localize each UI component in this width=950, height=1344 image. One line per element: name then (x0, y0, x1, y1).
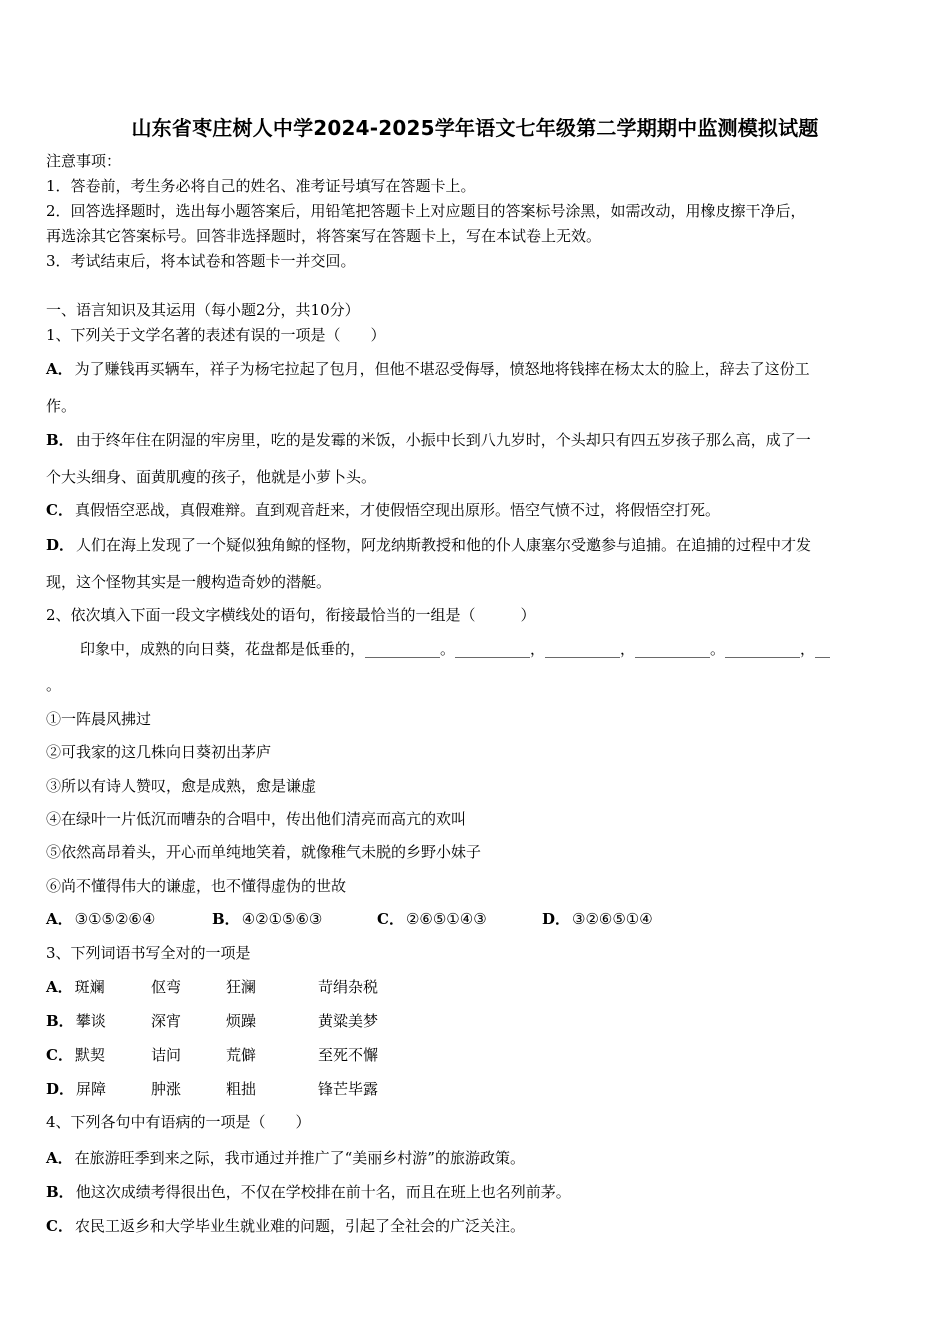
option-text: 在旅游旺季到来之际，我市通过并推广了“美丽乡村游”的旅游政策。 (74, 1149, 525, 1167)
section-heading: 一、语言知识及其运用（每小题2分，共10分） (46, 301, 360, 319)
option-label: C． (377, 910, 404, 928)
option-label: C． (46, 501, 73, 519)
q2-option-d (542, 910, 653, 928)
question-4-stem: 4、下列各句中有语病的一项是（ ） (46, 1113, 311, 1131)
word: 屏障 (76, 1080, 107, 1098)
word: 默契 (74, 1046, 105, 1064)
word: 狂澜 (226, 978, 257, 996)
q2-sentence: ①一阵晨风拂过 (46, 710, 152, 728)
option-label: D． (46, 1080, 75, 1098)
word: 深宵 (151, 1012, 182, 1030)
word: 诘问 (151, 1046, 182, 1064)
option-text: 农民工返乡和大学毕业生就业难的问题，引起了全社会的广泛关注。 (74, 1217, 525, 1235)
q2-sentence: ④在绿叶一片低沉而嘈杂的合唱中，传出他们清亮而高亢的欢叫 (46, 810, 467, 828)
q2-sentence: ⑥尚不懂得伟大的谦虚，也不懂得虚伪的世故 (46, 877, 347, 895)
q1-option-a (46, 360, 810, 378)
option-text: ③①⑤②⑥④ (74, 910, 156, 928)
q1-option-b-cont: 个大头细身、面黄肌瘦的孩子，他就是小萝卜头。 (46, 468, 377, 486)
q1-option-d-cont: 现，这个怪物其实是一艘构造奇妙的潜艇。 (46, 573, 332, 591)
word: 烦躁 (226, 1012, 257, 1030)
q3-option-a-label (46, 978, 105, 996)
q2-sentence: ⑤依然高昂着头，开心而单纯地笑着，就像稚气未脱的乡野小妹子 (46, 843, 482, 861)
option-text: ④②①⑤⑥③ (241, 910, 323, 928)
option-label: C． (46, 1046, 73, 1064)
notice-item: 1．答卷前，考生务必将自己的姓名、准考证号填写在答题卡上。 (46, 177, 476, 195)
q1-option-b (46, 431, 811, 449)
option-label: A． (46, 978, 73, 996)
notice-item: 再选涂其它答案标号。回答非选择题时，将答案写在答题卡上，写在本试卷上无效。 (46, 227, 602, 245)
q2-passage-end: 。 (46, 676, 62, 694)
word: 粗拙 (226, 1080, 257, 1098)
option-text: 为了赚钱再买辆车，祥子为杨宅拉起了包月，但他不堪忍受侮辱，愤怒地将钱摔在杨太太的脸上，辞去了这份工 (74, 360, 810, 378)
notice-heading: 注意事项： (46, 152, 122, 170)
option-text: ③②⑥⑤①④ (572, 910, 653, 928)
q4-option-b (46, 1183, 571, 1201)
option-label: A． (46, 910, 73, 928)
q2-option-c (377, 910, 487, 928)
option-text: 真假悟空恶战，真假难辩。直到观音赶来，才使假悟空现出原形。悟空气愤不过，将假悟空打死。 (74, 501, 720, 519)
q4-option-a (46, 1149, 525, 1167)
option-label: B． (46, 1183, 74, 1201)
word: 锋芒毕露 (318, 1080, 379, 1098)
question-3-stem: 3、下列词语书写全对的一项是 (46, 944, 251, 962)
word: 斑斓 (74, 978, 105, 996)
word: 伛弯 (151, 978, 182, 996)
option-label: B． (46, 431, 74, 449)
q2-option-b (212, 910, 322, 928)
q2-sentence: ③所以有诗人赞叹，愈是成熟，愈是谦虚 (46, 777, 317, 795)
q2-sentence: ②可我家的这几株向日葵初出茅庐 (46, 743, 272, 761)
option-label: B． (46, 1012, 74, 1030)
word: 荒僻 (226, 1046, 257, 1064)
question-2-stem: 2、依次填入下面一段文字横线处的语句，衔接最恰当的一组是（ ） (46, 606, 536, 624)
option-label: D． (46, 536, 75, 554)
q1-option-c (46, 501, 720, 519)
q1-option-d (46, 536, 811, 554)
q1-option-a-cont: 作。 (46, 397, 77, 415)
q4-option-c (46, 1217, 525, 1235)
q3-option-b-label (46, 1012, 106, 1030)
option-label: C． (46, 1217, 73, 1235)
option-label: A． (46, 360, 73, 378)
page-title: 山东省枣庄树人中学2024-2025学年语文七年级第二学期期中监测模拟试题 (131, 116, 819, 140)
option-text: 由于终年住在阴湿的牢房里，吃的是发霉的米饭，小振中长到八九岁时，个头却只有四五岁孩子那么高，成了一 (75, 431, 811, 449)
q2-option-a (46, 910, 155, 928)
word: 苛绢杂税 (318, 978, 379, 996)
notice-item: 2．回答选择题时，选出每小题答案后，用铅笔把答题卡上对应题目的答案标号涂黑，如需改动，用橡皮擦干净后， (46, 202, 806, 220)
q2-passage: 印象中，成熟的向日葵，花盘都是低垂的，__________。__________，__________，__________。__________，__ (80, 640, 831, 658)
option-label: A． (46, 1149, 73, 1167)
option-label: B． (212, 910, 240, 928)
option-text: ②⑥⑤①④③ (405, 910, 487, 928)
q3-option-c-label (46, 1046, 105, 1064)
word: 至死不懈 (318, 1046, 379, 1064)
word: 攀谈 (75, 1012, 106, 1030)
option-text: 人们在海上发现了一个疑似独角鲸的怪物，阿龙纳斯教授和他的仆人康塞尔受邀参与追捕。在追捕的过程中才发 (76, 536, 812, 554)
word: 黄粱美梦 (318, 1012, 379, 1030)
q3-option-d-label (46, 1080, 106, 1098)
word: 肿涨 (151, 1080, 182, 1098)
question-1-stem: 1、下列关于文学名著的表述有误的一项是（ ） (46, 326, 386, 344)
option-text: 他这次成绩考得很出色，不仅在学校排在前十名，而且在班上也名列前茅。 (75, 1183, 571, 1201)
notice-item: 3．考试结束后，将本试卷和答题卡一并交回。 (46, 252, 356, 270)
option-label: D． (542, 910, 571, 928)
